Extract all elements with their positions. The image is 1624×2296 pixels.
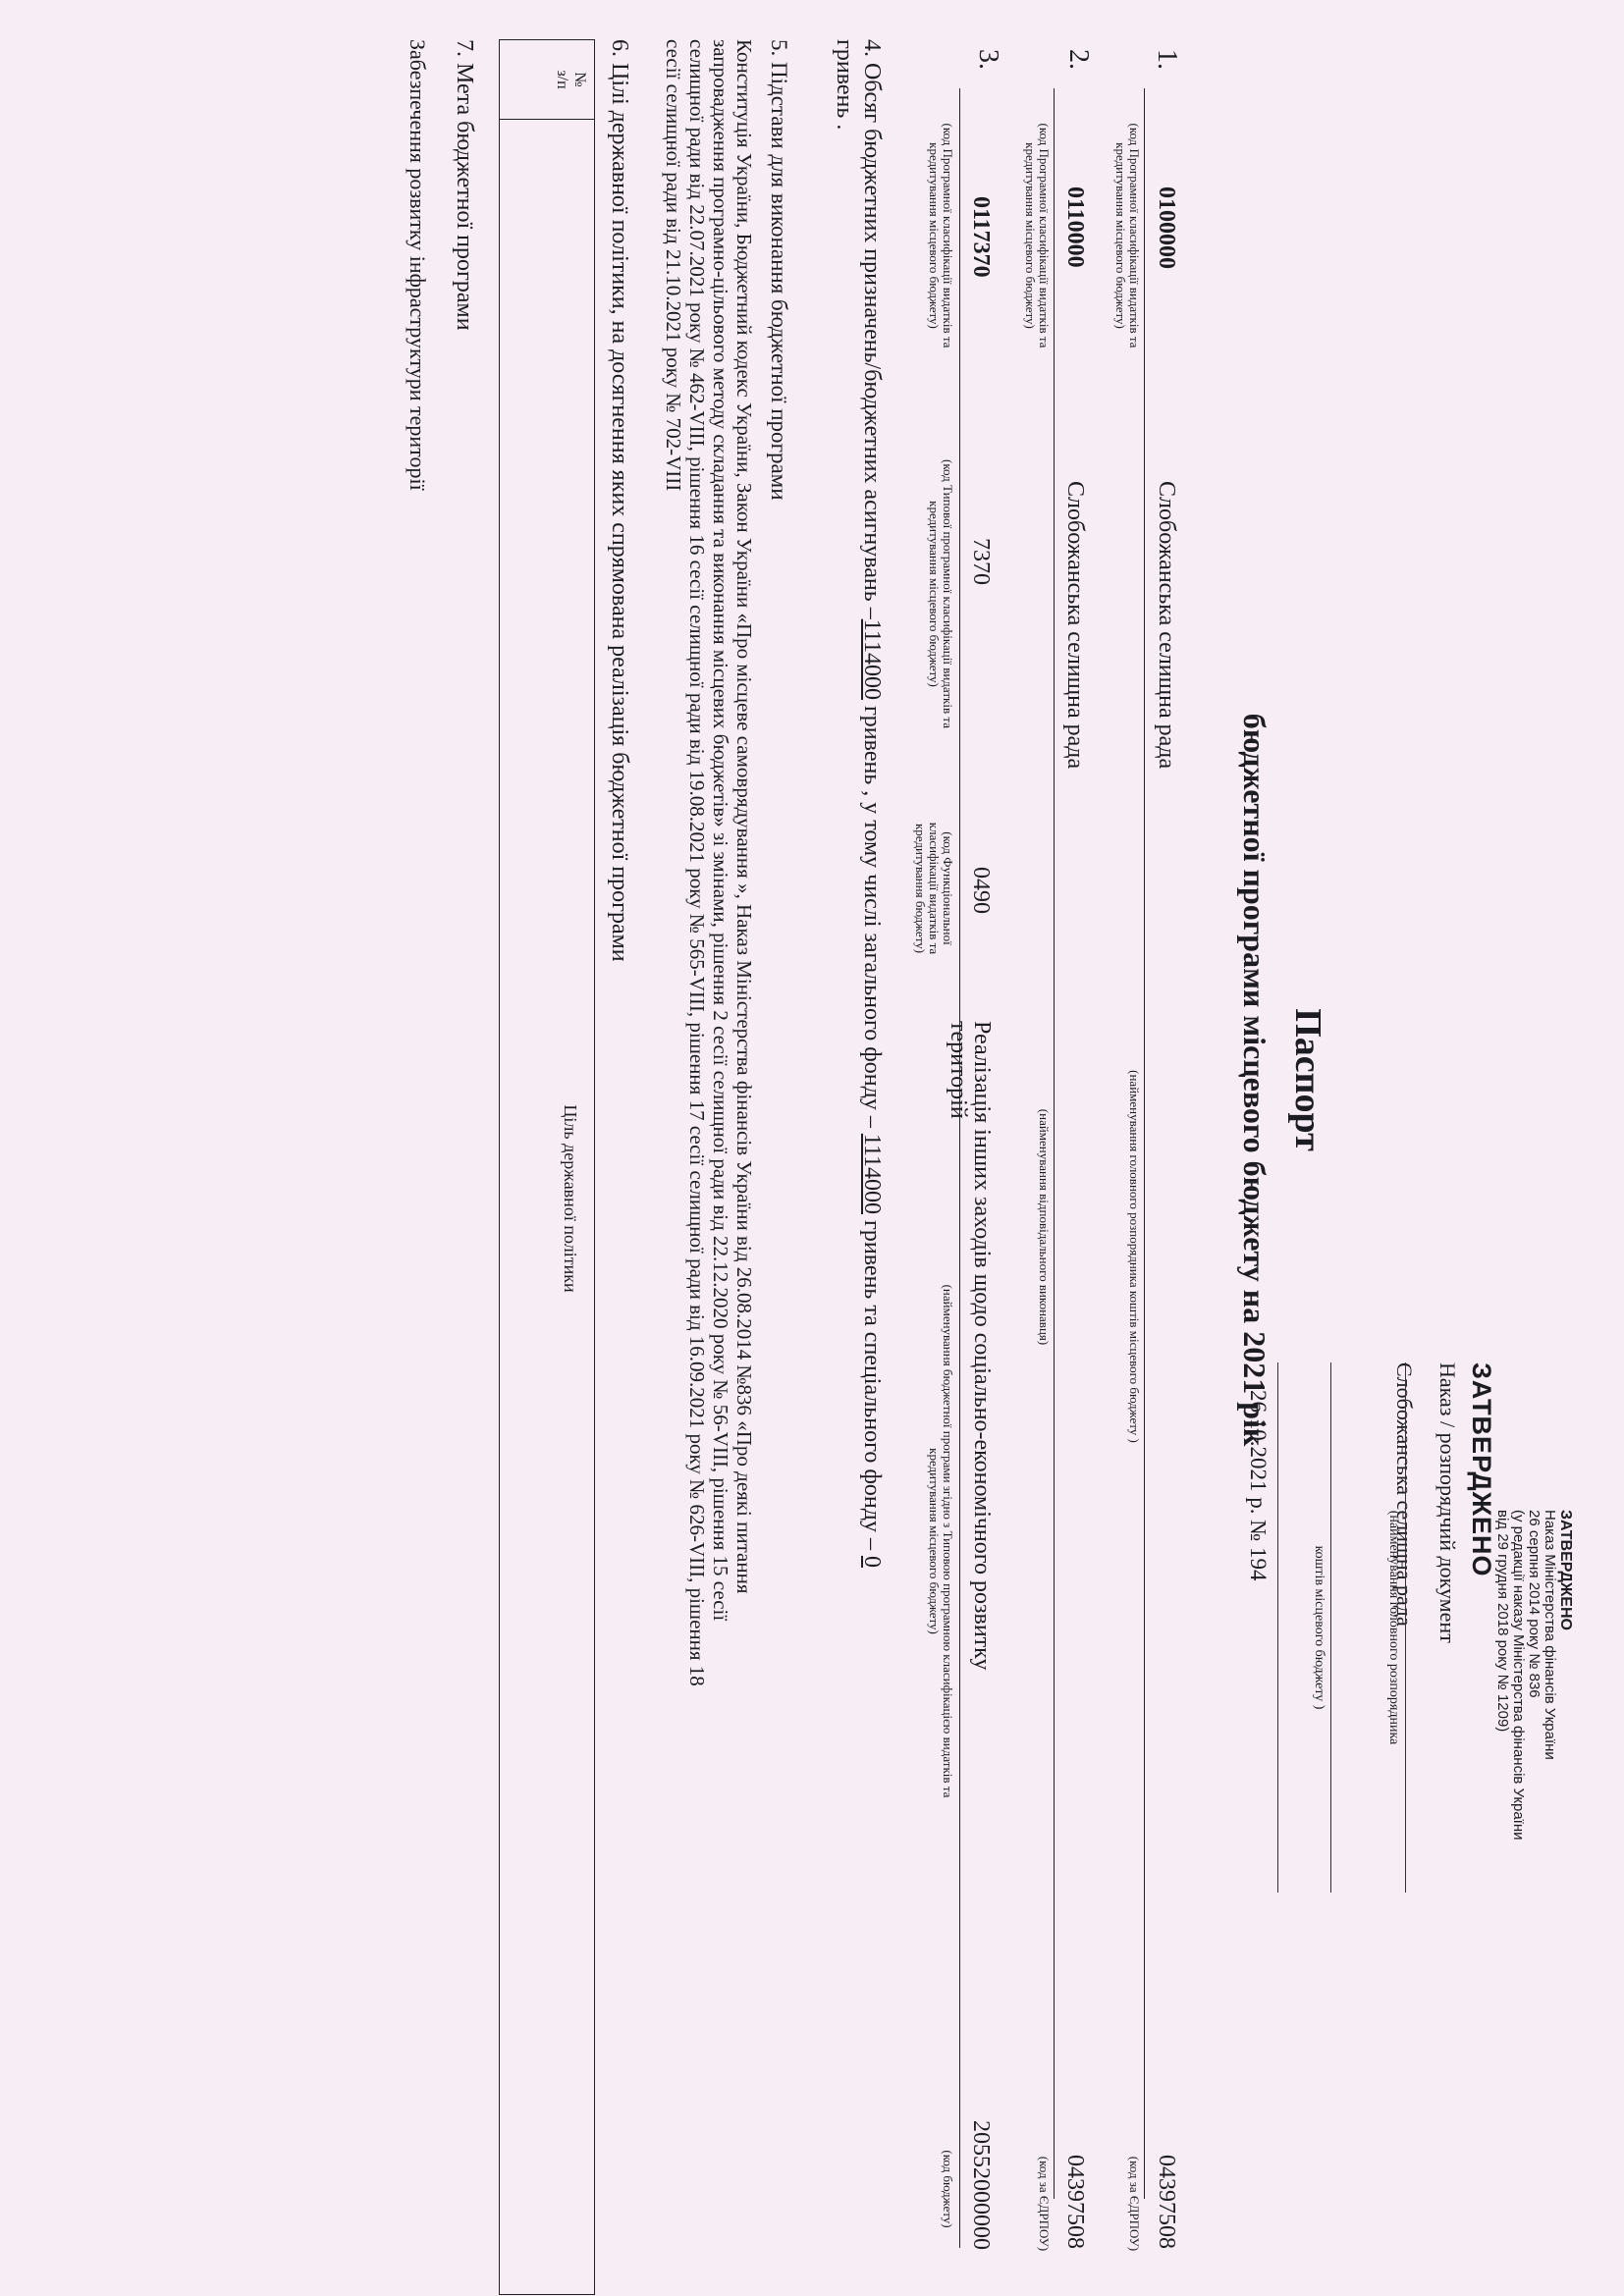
item-1-edrpou-caption: (код за ЄДРПОУ) (1127, 2156, 1142, 2252)
item-3-tpkv-caption (927, 412, 954, 775)
approval-org: Слобожанська селищна рада (1392, 1362, 1417, 1627)
section-4-general: 1114000 (859, 1133, 885, 1215)
stamp-line-4: від 29 грудня 2018 року № 1209) (1494, 1510, 1511, 1733)
policy-goals-table (499, 39, 595, 2295)
item-1-code-caption-a: (код Програмної класифікації видатків та (1127, 123, 1142, 348)
section-5-line-1: Конституція України, Бюджетний кодекс України, Закон України «Про місцеве самоврядування », Наказ Міністерства фінансів України від 26.08.2014 №836 «Про деякі питання (732, 39, 756, 1594)
section-5-line-2: запровадження програмно-цільового методу складання та виконання місцевих бюджетів» зі змінами, рішення 2 сесії селищної ради від 22.12.2020 року № 56-VIII, рішення 15 сесії (709, 39, 732, 1622)
section-4-prefix: 4. Обсяг бюджетних призначень/бюджетних асигнувань – (859, 39, 885, 619)
policy-goals-col-no-b: з/п (554, 70, 570, 89)
item-3-code-caption-b: кредитування місцевого бюджету) (927, 142, 942, 329)
section-6-title: 6. Цілі державної політики, на досягнення яких спрямована реалізація бюджетної програми (607, 39, 632, 962)
item-3-name-line-a: Реалізація інших заходів щодо соціально-економічного розвитку (969, 1021, 995, 1671)
approval-date-number: 26.10.2021 р. № 194 (1246, 1390, 1271, 1581)
section-5-body (662, 39, 756, 2258)
approval-budget-line (1330, 1362, 1331, 1893)
item-2-edrpou-caption: (код за ЄДРПОУ) (1037, 2156, 1052, 2252)
item-3-fkv: 0490 (968, 867, 994, 914)
item-3-name-caption-a: (найменування бюджетної програми згідно з Типовою програмною класифікацією видатків та (941, 1284, 955, 1798)
item-2-number: 2. (1063, 49, 1094, 70)
policy-goals-col-goal: Ціль державної політики (561, 1104, 580, 1293)
item-2-line (1054, 88, 1055, 2199)
approval-block (1246, 1362, 1496, 1912)
item-2-name-caption: (найменування відповідального виконавця) (1037, 1108, 1052, 1346)
approval-org-caption: (найменування головного розпорядника (1386, 1510, 1401, 1745)
item-3-line (959, 88, 960, 2248)
item-1-code-caption-b: кредитування місцевого бюджету) (1113, 142, 1128, 329)
section-4-mid: гривень , у тому числі загального фонду – (859, 699, 885, 1134)
item-3-tpkv: 7370 (968, 538, 994, 585)
stamp-line-3: (у редакції наказу Міністерства фінансів України (1510, 1510, 1527, 1841)
item-1-line (1144, 88, 1145, 2199)
section-5-title: 5. Підстави для виконання бюджетної програми (767, 39, 791, 501)
passport-header (1236, 491, 1329, 1669)
passport-subtitle: бюджетної програми місцевого бюджету на 2021 рік (1237, 713, 1272, 1447)
item-3-fkv-caption (913, 785, 954, 991)
item-3-budget-caption: (код бюджету) (941, 2150, 955, 2228)
item-3-number: 3. (973, 49, 1003, 70)
item-1-number: 1. (1152, 49, 1182, 70)
item-2-code-caption-b: кредитування місцевого бюджету) (1023, 142, 1038, 329)
ministry-approval-stamp (1494, 1510, 1573, 1922)
item-1-code: 0100000 (1154, 187, 1179, 269)
approval-budget-caption: коштів місцевого бюджету ) (1312, 1545, 1326, 1710)
section-5-line-3: селищної ради від 22.07.2021 року № 462-VIII, рішення 16 сесії селищної ради від 19.08.2021 року № 565-VIII, рішення 17 сесії селищної ради від 16.09.2021 року № 626-VIII, рішення 18 (685, 39, 709, 1686)
item-2-code-caption (1023, 88, 1051, 383)
policy-goals-col-no (553, 40, 588, 119)
section-4-line-1 (858, 39, 886, 2248)
item-2-code-caption-a: (код Програмної класифікації видатків та (1037, 123, 1052, 348)
item-3-fkv-caption-c: кредитування бюджету) (913, 823, 928, 954)
item-1-code-caption (1113, 88, 1141, 383)
section-7-title: 7. Мета бюджетної програми (452, 39, 477, 331)
item-3-name-line-b: територій (946, 1021, 971, 1119)
item-3-name-caption-b: кредитування місцевого бюджету) (927, 1448, 942, 1634)
item-2-code: 0110000 (1062, 187, 1088, 268)
section-4-end: гривень . (832, 39, 857, 131)
approval-doc-type: Наказ / розпорядчий документ (1435, 1362, 1460, 1643)
item-3-fkv-caption-a: (код Функціональної (941, 831, 955, 945)
item-2-edrpou: 04397508 (1062, 2155, 1088, 2249)
approval-org-line (1405, 1362, 1406, 1893)
item-3-budget-code: 20552000000 (968, 2120, 994, 2250)
section-7-text: Забезпечення розвитку інфраструктури території (406, 39, 430, 491)
stamp-line-2: 26 серпня 2014 року № 836 (1526, 1510, 1543, 1698)
item-3-code: 0117370 (968, 196, 994, 278)
passport-title: Паспорт (1287, 1008, 1328, 1151)
item-1-name: Слобожанська селищна рада (1154, 481, 1179, 770)
item-3-tpkv-caption-a: (код Типової програмної класифікації видатків та (941, 459, 955, 728)
policy-goals-col-no-a: № (571, 72, 588, 87)
item-2-name: Слобожанська селищна рада (1062, 481, 1088, 770)
section-5-line-4: сесії селищної ради від 21.10.2021 року № 702-VIII (662, 39, 685, 492)
item-3-code-caption (927, 79, 954, 393)
item-1-name-caption: (найменування головного розпорядника коштів місцевого бюджету ) (1127, 1070, 1142, 1443)
section-4-special: 0 (859, 1555, 885, 1568)
item-3-code-caption-a: (код Програмної класифікації видатків та (941, 123, 955, 348)
section-4 (831, 39, 886, 2248)
item-3-tpkv-caption-b: кредитування місцевого бюджету) (927, 501, 942, 687)
item-1-edrpou: 04397508 (1154, 2155, 1179, 2249)
item-3-fkv-caption-b: класифікації видатків та (927, 822, 942, 955)
section-4-total: 1114000 (859, 618, 885, 700)
item-3-name-caption (927, 1070, 954, 2012)
approval-title: ЗАТВЕРДЖЕНО (1467, 1362, 1496, 1577)
stamp-title: ЗАТВЕРДЖЕНО (1557, 1510, 1574, 1630)
stamp-line-1: Наказ Міністерства фінансів України (1542, 1510, 1558, 1760)
section-4-tail: гривень та спеціального фонду – (859, 1214, 885, 1556)
